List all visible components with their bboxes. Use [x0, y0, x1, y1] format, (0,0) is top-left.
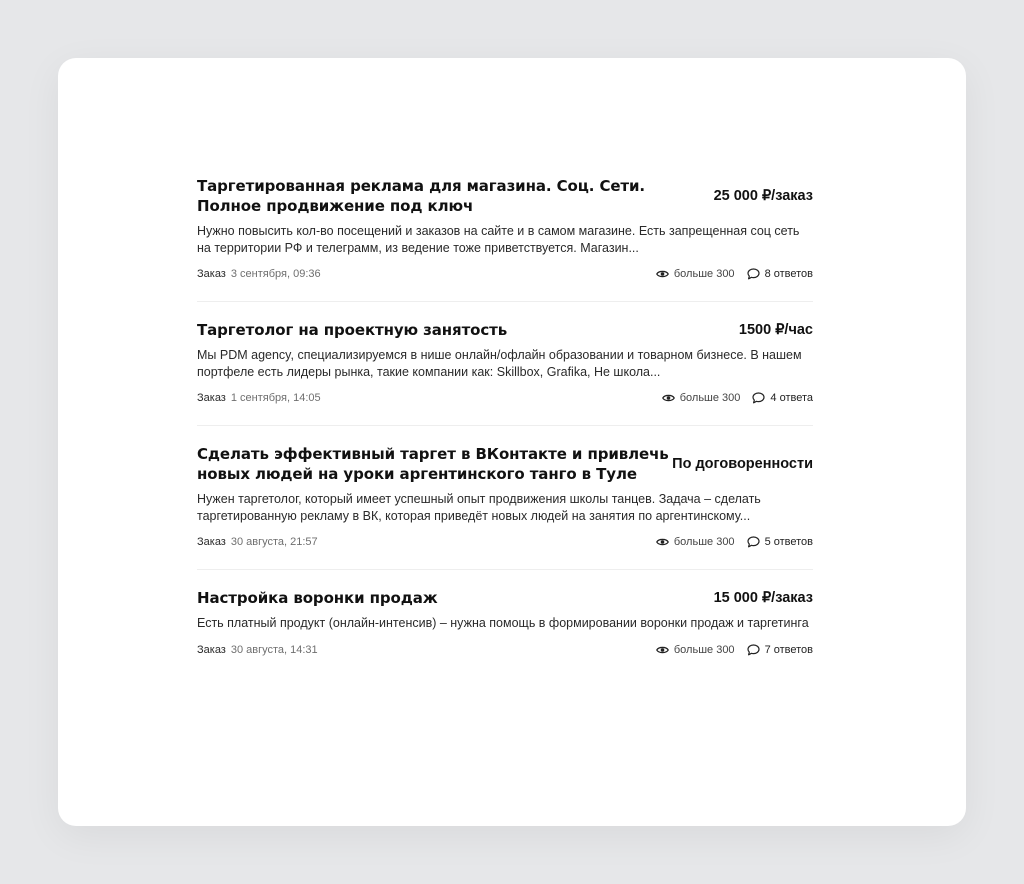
order-title[interactable]: Сделать эффективный таргет в ВКонтакте и привлечь новых людей на уроки аргентинского танго в Туле	[197, 445, 669, 483]
order-date: 3 сентября, 09:36	[230, 268, 321, 280]
order-title[interactable]: Настройка воронки продаж	[197, 589, 438, 607]
eye-icon	[656, 537, 669, 547]
order-description: Нужен таргетолог, который имеет успешный опыт продвижения школы танцев. Задача – сделать таргетированную рекламу в ВК, которая приведёт новых людей на занятия по аргентинскому...	[197, 492, 761, 523]
views-count: больше 300	[679, 392, 741, 404]
order-date: 30 августа, 21:57	[230, 536, 318, 548]
eye-icon	[656, 269, 669, 279]
order-item[interactable]	[197, 588, 813, 677]
order-date: 30 августа, 14:31	[230, 643, 318, 656]
order-kind: Заказ	[197, 643, 226, 656]
order-kind: Заказ	[197, 268, 226, 280]
eye-icon	[656, 645, 669, 655]
comment-icon	[747, 644, 760, 656]
order-description: Мы PDM agency, специализируемся в нише онлайн/офлайн образовании и товарном бизнесе. В нашем портфеле есть лидеры рынка, такие компании как: Skillbox, Grafika, Не школа...	[197, 348, 802, 379]
order-price: 25 000 ₽/заказ	[713, 188, 813, 204]
order-price: По договоренности	[672, 456, 813, 472]
orders-card	[58, 58, 966, 826]
eye-icon	[662, 393, 675, 403]
comment-icon	[747, 268, 760, 280]
order-item[interactable]	[197, 320, 813, 426]
order-price: 1500 ₽/час	[738, 322, 813, 338]
comment-icon	[752, 392, 765, 404]
order-item[interactable]	[197, 444, 813, 570]
views-count: больше 300	[673, 268, 735, 280]
order-description: Есть платный продукт (онлайн-интенсив) – нужна помощь в формировании воронки продаж и таргетинга	[197, 616, 809, 630]
order-description: Нужно повысить кол-во посещений и заказов на сайте и в самом магазине. Есть запрещенная соц сеть на территории РФ и телеграмм, из ведение тоже приветствуется. Магазин...	[197, 224, 800, 255]
order-date: 1 сентября, 14:05	[230, 392, 321, 404]
answers-count[interactable]: 5 ответов	[764, 536, 813, 548]
comment-icon	[747, 536, 760, 548]
order-title[interactable]: Таргетированная реклама для магазина. Соц. Сети. Полное продвижение под ключ	[197, 177, 646, 215]
order-item[interactable]	[197, 176, 813, 302]
order-title[interactable]: Таргетолог на проектную занятость	[197, 321, 508, 339]
answers-count[interactable]: 7 ответов	[764, 643, 813, 656]
views-count: больше 300	[673, 643, 735, 656]
answers-count[interactable]: 4 ответа	[770, 392, 813, 404]
order-kind: Заказ	[197, 392, 226, 404]
order-price: 15 000 ₽/заказ	[713, 590, 813, 606]
order-kind: Заказ	[197, 536, 226, 548]
views-count: больше 300	[673, 536, 735, 548]
orders-list	[197, 176, 813, 695]
answers-count[interactable]: 8 ответов	[764, 268, 813, 280]
